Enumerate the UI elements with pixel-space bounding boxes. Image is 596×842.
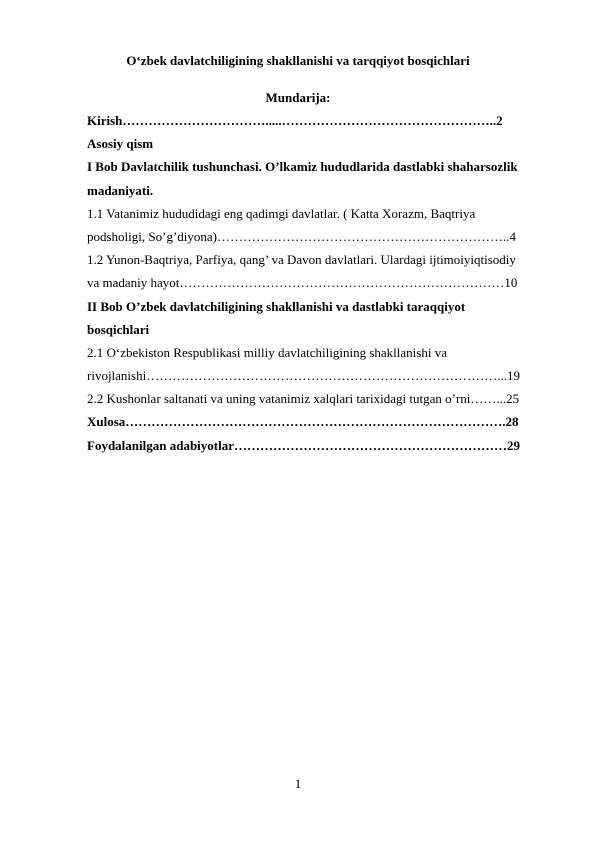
toc-entry-conclusion[interactable]: Xulosa…………………………………………………………………………….28: [87, 414, 519, 430]
toc-chapter-1-title-cont: madaniyati.: [87, 182, 154, 198]
toc-entry-1-1-cont[interactable]: podsholigi, So’g’diyona)…………………………………………………………..4: [87, 228, 516, 244]
toc-chapter-2-title: II Bob O’zbek davlatchiligining shakllanishi va dastlabki taraqqiyot: [87, 298, 466, 314]
toc-entry-1-2-cont[interactable]: va madaniy hayot…………………………………………………………………10: [87, 275, 518, 291]
toc-chapter-1-title: I Bob Davlatchilik tushunchasi. O’lkamiz hududlarida dastlabki shaharsozlik: [87, 159, 518, 175]
toc-heading: Mundarija:: [265, 90, 331, 105]
toc-entry-introduction[interactable]: Kirish…………………………….....…………………………………………..2: [87, 113, 503, 128]
document-title: O‘zbek davlatchiligining shakllanishi va tarqqiyot bosqichlari: [126, 53, 470, 68]
toc-chapter-2-title-cont: bosqichlari: [87, 321, 150, 337]
toc-entry-2-1-cont[interactable]: rivojlanishi………………………………………………………………………...19: [87, 368, 520, 384]
toc-entry-1-1[interactable]: 1.1 Vatanimiz hududidagi eng qadimgi davlatlar. ( Katta Xorazm, Baqtriya: [87, 205, 476, 221]
toc-entry-2-1[interactable]: 2.1 O‘zbekiston Respublikasi milliy davlatchiligining shakllanishi va: [87, 344, 447, 360]
toc-entry-references[interactable]: Foydalanilgan adabiyotlar………………………………………………………29: [87, 437, 520, 453]
page-number: 1: [294, 776, 302, 791]
table-of-contents: [87, 109, 552, 457]
toc-entry-1-2[interactable]: 1.2 Yunon-Baqtriya, Parfiya, qang’ va Davon davlatlari. Ulardagi ijtimoiyiqtisodiy: [87, 252, 516, 268]
toc-section-main-part: Asosiy qism: [87, 136, 154, 152]
toc-entry-2-2[interactable]: 2.2 Kushonlar saltanati va uning vatanimiz xalqlari tarixidagi tutgan o’rni……...25: [87, 391, 520, 407]
